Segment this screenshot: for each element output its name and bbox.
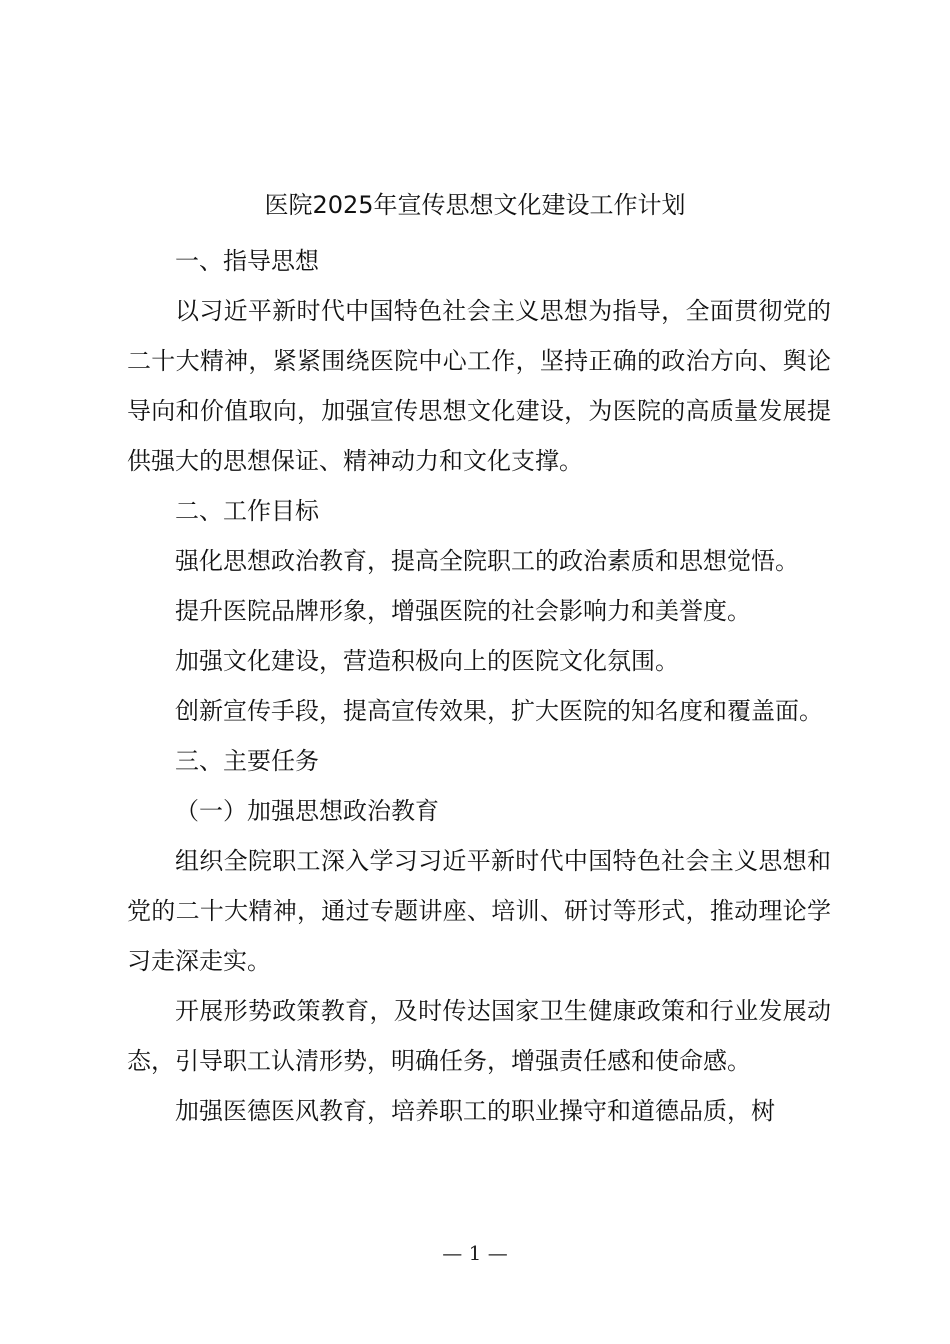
paragraph: 强化思想政治教育，提高全院职工的政治素质和思想觉悟。 xyxy=(175,547,799,575)
paragraph: 加强文化建设，营造积极向上的医院文化氛围。 xyxy=(175,647,679,675)
page-number: — 1 — xyxy=(442,1241,508,1265)
section-heading-work-goals: 二、工作目标 xyxy=(175,497,319,525)
document-title: 医院2025年宣传思想文化建设工作计划 xyxy=(264,191,686,219)
paragraph: 提升医院品牌形象，增强医院的社会影响力和美誉度。 xyxy=(175,597,751,625)
paragraph: 开展形势政策教育，及时传达国家卫生健康政策和行业发展动态，引导职工认清形势，明确任务，增强责任感和使命感。 xyxy=(127,997,831,1075)
subsection-heading: （一）加强思想政治教育 xyxy=(175,797,439,825)
paragraph: 以习近平新时代中国特色社会主义思想为指导，全面贯彻党的二十大精神，紧紧围绕医院中心工作，坚持正确的政治方向、舆论导向和价值取向，加强宣传思想文化建设，为医院的高质量发展提供强大的思想保证、精神动力和文化支撑。 xyxy=(127,297,831,475)
paragraph: 加强医德医风教育，培养职工的职业操守和道德品质，树 xyxy=(175,1097,775,1125)
section-heading-guiding-ideology: 一、指导思想 xyxy=(175,247,319,275)
document-body xyxy=(127,236,831,1136)
paragraph: 组织全院职工深入学习习近平新时代中国特色社会主义思想和党的二十大精神，通过专题讲座、培训、研讨等形式，推动理论学习走深走实。 xyxy=(127,847,831,975)
section-heading-main-tasks: 三、主要任务 xyxy=(175,747,319,775)
paragraph: 创新宣传手段，提高宣传效果，扩大医院的知名度和覆盖面。 xyxy=(175,697,823,725)
